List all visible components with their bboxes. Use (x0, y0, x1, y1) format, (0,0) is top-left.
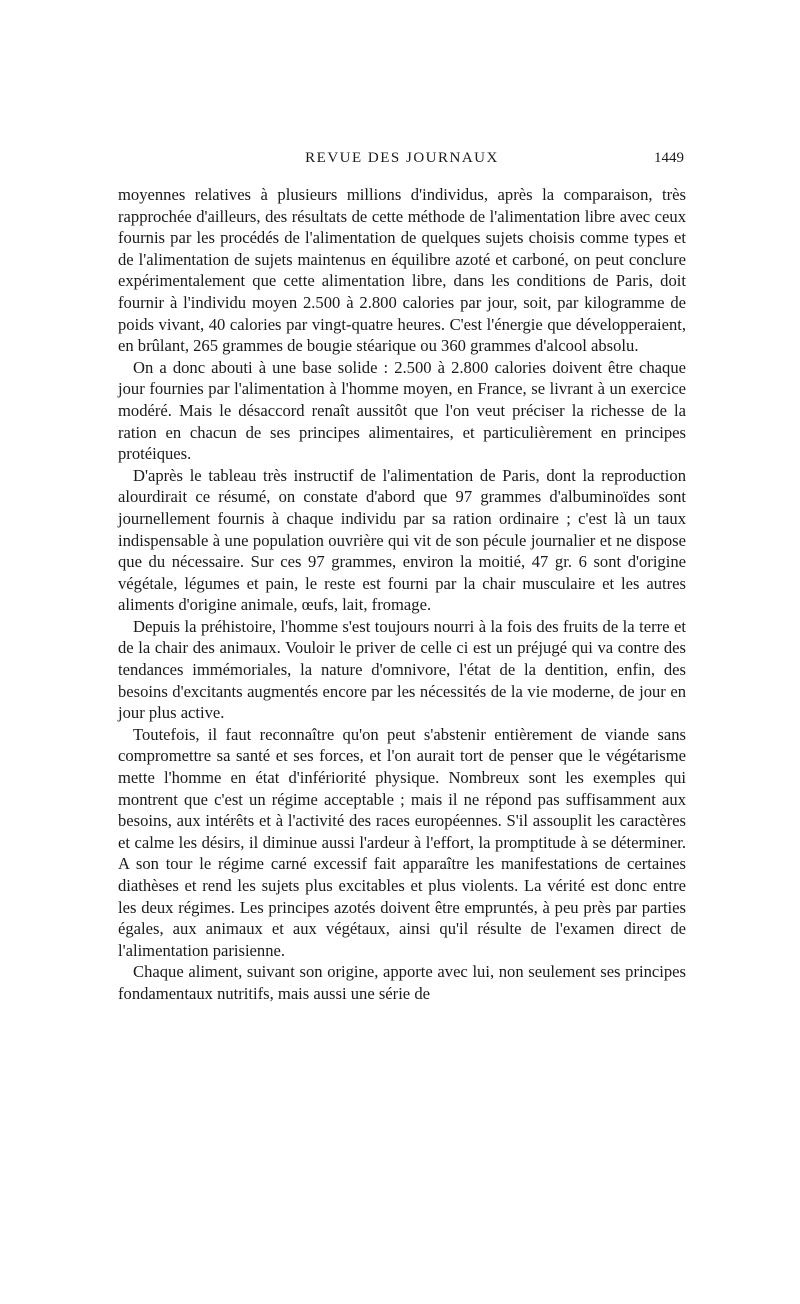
page-number: 1449 (654, 150, 684, 166)
paragraph: Depuis la préhistoire, l'homme s'est toujours nourri à la fois des fruits de la terre et de la chair des animaux. Vouloir le priver de celle ci est un préjugé qui va contre des tendances immémoriales, la nature d'omnivore, l'état de la dentition, enfin, des besoins d'excitants augmentés encore par les nécessités de la vie moderne, de jour en jour plus active. (118, 616, 686, 723)
page-header (118, 150, 686, 174)
paragraph-continuation: moyennes relatives à plusieurs millions d'individus, après la comparaison, très rapprochée d'ailleurs, des résultats de cette méthode de l'alimentation libre avec ceux fournis par les procédés de l'alimentation de quelques sujets choisis comme types et de l'alimentation de sujets maintenus en équilibre azoté et carboné, on peut conclure expérimentalement que cette alimentation libre, dans les conditions de Paris, doit fournir à l'individu moyen 2.500 à 2.800 calories par jour, soit, par kilogramme de poids vivant, 40 calories par vingt-quatre heures. C'est l'énergie que développeraient, en brûlant, 265 grammes de bougie stéarique ou 360 grammes d'alcool absolu. (118, 185, 686, 356)
journal-page (118, 150, 686, 1005)
paragraph: Chaque aliment, suivant son origine, apporte avec lui, non seulement ses principes fondamentaux nutritifs, mais aussi une série de (118, 962, 686, 1003)
paragraph: Toutefois, il faut reconnaître qu'on peut s'abstenir entièrement de viande sans compromettre sa santé et ses forces, et l'on aurait tort de penser que le végétarisme mette l'homme en état d'infériorité physique. Nombreux sont les exemples qui montrent que c'est un régime acceptable ; mais il ne répond pas suffisamment aux besoins, aux intérêts et à l'activité des races européennes. S'il assouplit les caractères et calme les désirs, il diminue aussi l'ardeur à l'effort, la promptitude à se déterminer. A son tour le régime carné excessif fait apparaître les manifestations de certaines diathèses et rend les sujets plus excitables et plus violents. La vérité est donc entre les deux régimes. Les principes azotés doivent être empruntés, à peu près par parties égales, aux animaux et aux végétaux, ainsi qu'il résulte de l'examen direct de l'alimentation parisienne. (118, 724, 686, 960)
paragraph: On a donc abouti à une base solide : 2.500 à 2.800 calories doivent être chaque jour fournies par l'alimentation à l'homme moyen, en France, se livrant à un exercice modéré. Mais le désaccord renaît aussitôt que l'on veut préciser la richesse de la ration en chacun de ses principes alimentaires, et particulièrement en principes protéiques. (118, 357, 686, 464)
article-body (118, 184, 686, 1005)
paragraph: D'après le tableau très instructif de l'alimentation de Paris, dont la reproduction alourdirait ce résumé, on constate d'abord que 97 grammes d'albuminoïdes sont journellement fournis à chaque individu par sa ration ordinaire ; c'est là un taux indispensable à une population ouvrière qui vit de son pécule journalier et ne dispose que du nécessaire. Sur ces 97 grammes, environ la moitié, 47 gr. 6 sont d'origine végétale, légumes et pain, le reste est fourni par la chair musculaire et les autres aliments d'origine animale, œufs, lait, fromage. (118, 465, 686, 615)
running-title: REVUE DES JOURNAUX (305, 150, 499, 166)
